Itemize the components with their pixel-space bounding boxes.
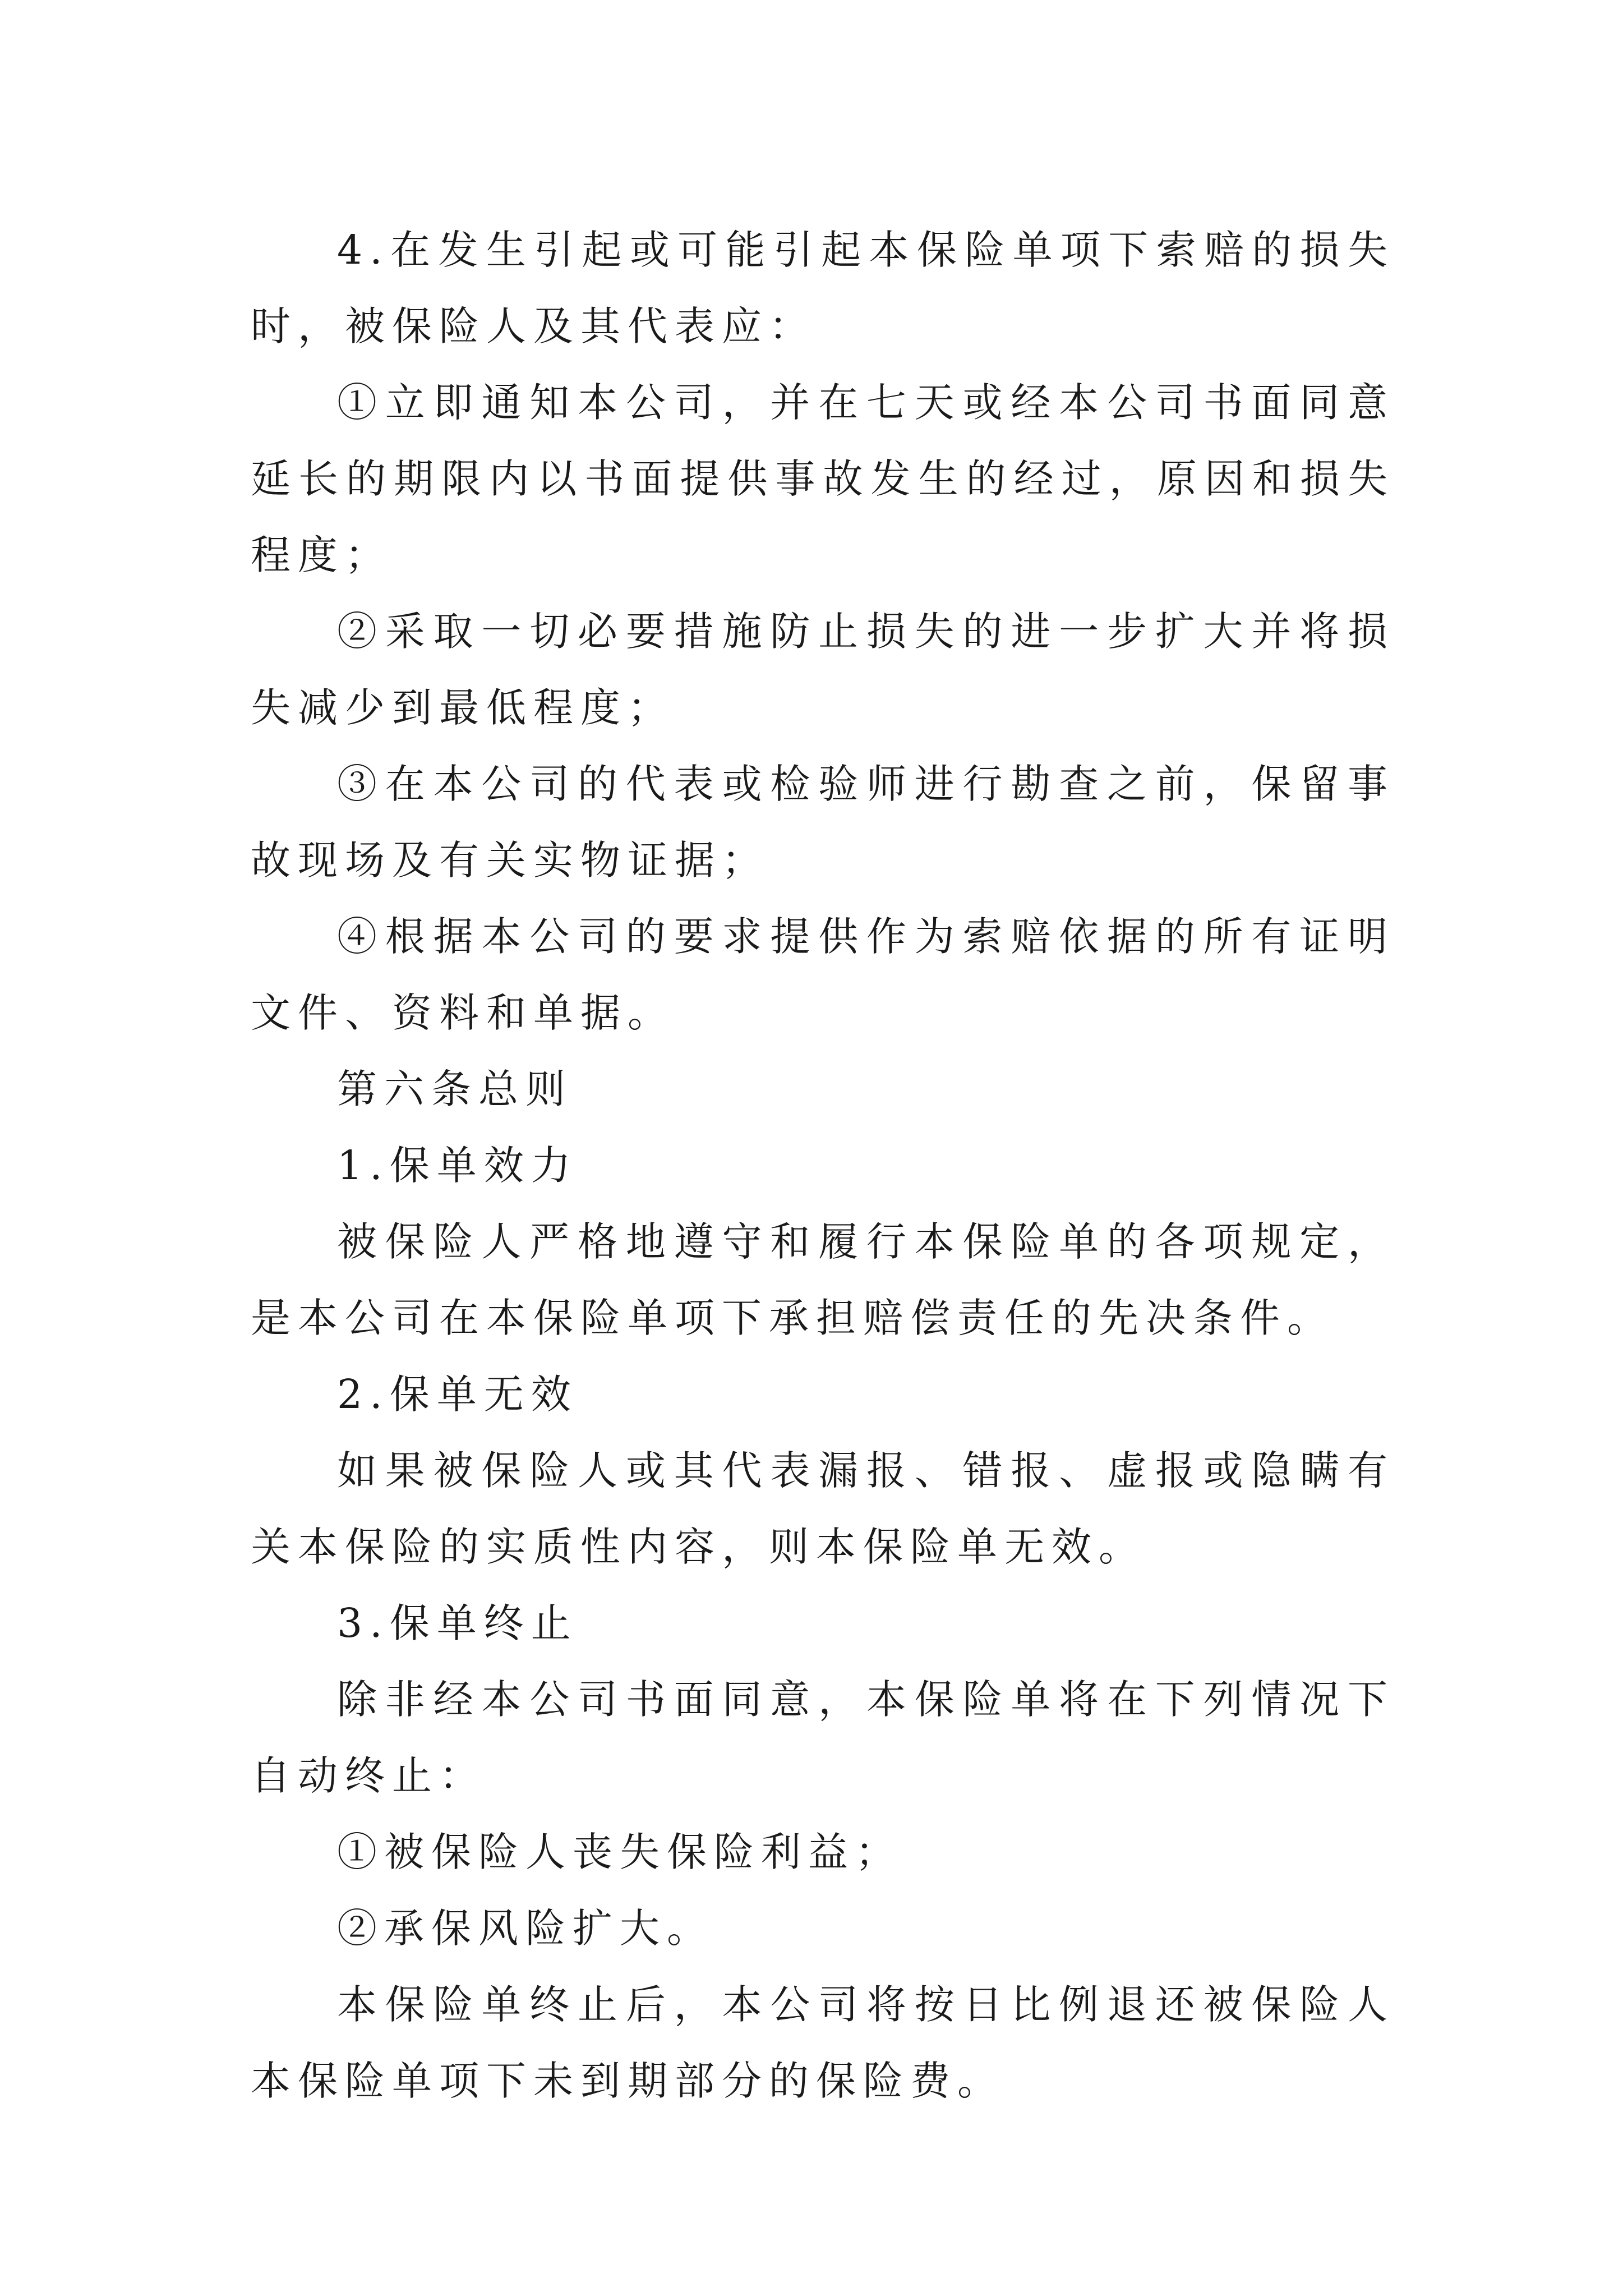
risk-increase-item: ②承保风险扩大。 [337, 1905, 714, 1952]
premium-refund-paragraph: 本保险单终止后，本公司将按日比例退还被保险人本保险单项下未到期部分的保险费。 [251, 1981, 1395, 2104]
document-body [251, 212, 1395, 2119]
clause-4-paragraph: 4.在发生引起或可能引起本保险单项下索赔的损失时，被保险人及其代表应： [251, 227, 1395, 349]
policy-termination-paragraph: 除非经本公司书面同意，本保险单将在下列情况下自动终止： [251, 1676, 1395, 1799]
loss-of-interest-item: ①被保险人丧失保险利益； [337, 1829, 903, 1875]
policy-invalid-heading: 2.保单无效 [337, 1371, 578, 1418]
article-six-heading: 第六条总则 [337, 1066, 573, 1112]
notify-company-item: ①立即通知本公司，并在七天或经本公司书面同意延长的期限内以书面提供事故发生的经过，原因和损失程度； [251, 379, 1395, 578]
mitigate-loss-item: ②采取一切必要措施防止损失的进一步扩大并将损失减少到最低程度； [251, 608, 1395, 731]
preserve-scene-item: ③在本公司的代表或检验师进行勘查之前，保留事故现场及有关实物证据； [251, 761, 1395, 884]
policy-invalid-paragraph: 如果被保险人或其代表漏报、错报、虚报或隐瞒有关本保险的实质性内容，则本保险单无效。 [251, 1447, 1395, 1570]
policy-validity-paragraph: 被保险人严格地遵守和履行本保险单的各项规定，是本公司在本保险单项下承担赔偿责任的先决条件。 [251, 1218, 1395, 1341]
policy-termination-heading: 3.保单终止 [337, 1600, 578, 1646]
provide-documents-item: ④根据本公司的要求提供作为索赔依据的所有证明文件、资料和单据。 [251, 913, 1395, 1036]
policy-validity-heading: 1.保单效力 [337, 1142, 578, 1189]
